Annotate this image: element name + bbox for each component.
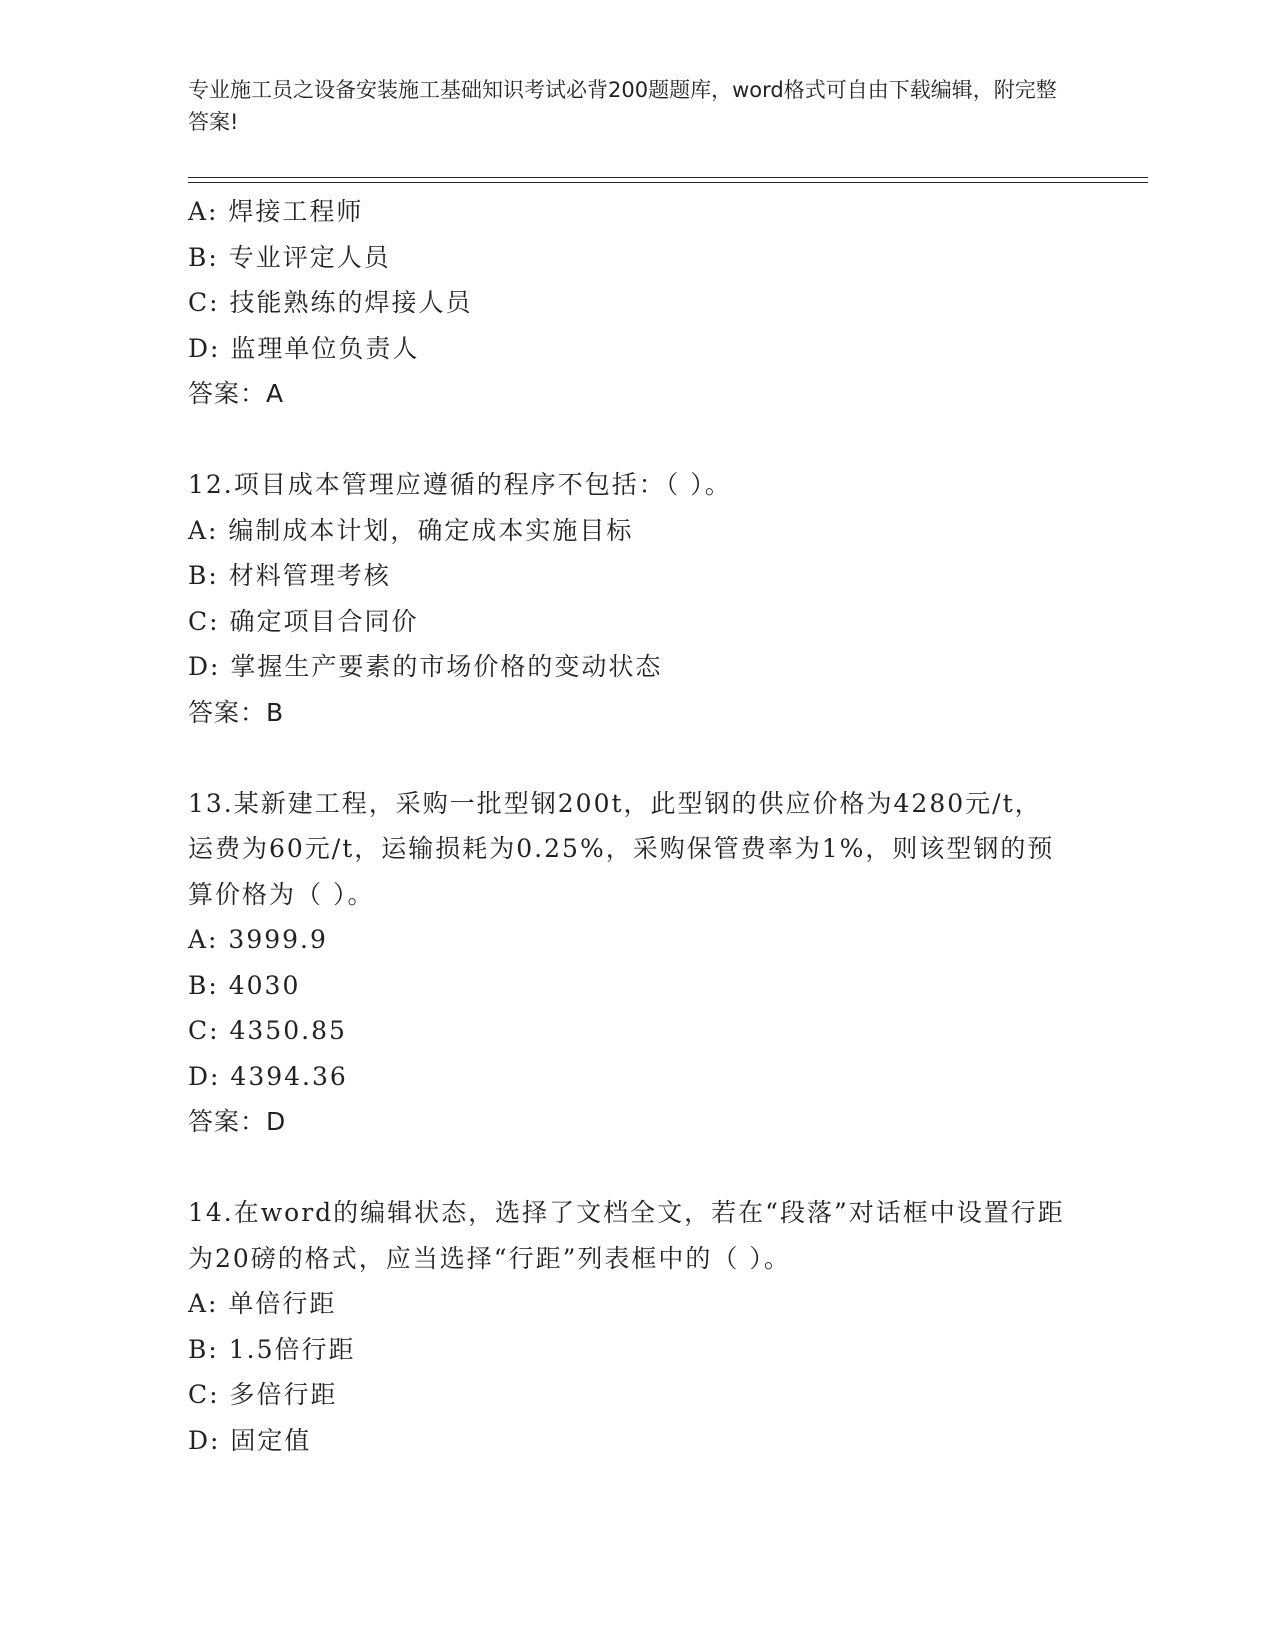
option-b: B: 专业评定人员 bbox=[188, 242, 391, 272]
option-a: A: 单倍行距 bbox=[188, 1289, 337, 1318]
question-block-12 bbox=[188, 462, 1068, 735]
question-list bbox=[188, 189, 1068, 1463]
option-d: D: 固定值 bbox=[188, 1425, 312, 1455]
answer-label: 答案：D bbox=[188, 1107, 287, 1136]
option-a: A: 编制成本计划，确定成本实施目标 bbox=[188, 515, 634, 545]
header-divider-top bbox=[188, 177, 1148, 178]
option-c: C: 4350.85 bbox=[188, 1016, 347, 1045]
option-c: C: 多倍行距 bbox=[188, 1380, 338, 1409]
option-d: D: 监理单位负责人 bbox=[188, 333, 420, 363]
question-text: 12.项目成本管理应遵循的程序不包括：（ ）。 bbox=[188, 470, 732, 499]
document-header: 专业施工员之设备安装施工基础知识考试必背200题题库，word格式可自由下载编辑，附完整答案! bbox=[188, 78, 1057, 134]
option-b: B: 1.5倍行距 bbox=[188, 1334, 356, 1364]
spacer bbox=[188, 417, 1068, 463]
option-b: B: 4030 bbox=[188, 970, 301, 1000]
spacer bbox=[188, 1145, 1068, 1191]
question-block-11 bbox=[188, 189, 1068, 417]
answer-label: 答案：A bbox=[188, 379, 285, 408]
question-block-13 bbox=[188, 781, 1068, 1145]
option-c: C: 确定项目合同价 bbox=[188, 606, 419, 636]
option-d: D: 掌握生产要素的市场价格的变动状态 bbox=[188, 652, 663, 681]
option-c: C: 技能熟练的焊接人员 bbox=[188, 288, 473, 317]
option-d: D: 4394.36 bbox=[188, 1061, 348, 1091]
option-a: A: 3999.9 bbox=[188, 925, 328, 954]
question-block-14 bbox=[188, 1190, 1068, 1463]
question-text: 13.某新建工程，采购一批型钢200t，此型钢的供应价格为4280元/t，运费为60元/t，运输损耗为0.25%，采购保管费率为1%，则该型钢的预算价格为（ ）。 bbox=[188, 788, 1055, 909]
answer-label: 答案：B bbox=[188, 697, 285, 727]
option-b: B: 材料管理考核 bbox=[188, 561, 391, 590]
spacer bbox=[188, 735, 1068, 781]
question-text: 14.在word的编辑状态，选择了文档全文，若在“段落”对话框中设置行距为20磅的格式，应当选择“行距”列表框中的（ ）。 bbox=[188, 1198, 1065, 1273]
header-divider-bottom bbox=[188, 182, 1148, 183]
option-a: A: 焊接工程师 bbox=[188, 197, 364, 226]
